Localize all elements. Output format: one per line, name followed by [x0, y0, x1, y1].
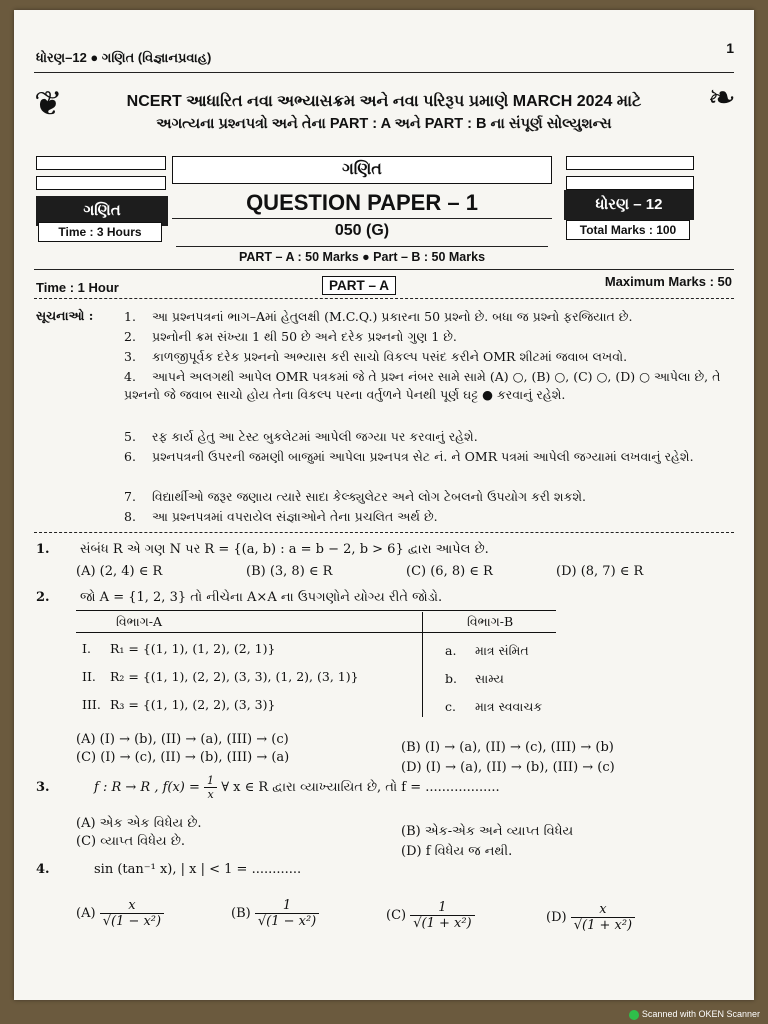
paper-code: 050 (G) [334, 222, 390, 239]
part-a-label: PART – A [322, 276, 396, 295]
option-b: (B) (I) → (a), (II) → (c), (III) → (b) [401, 740, 614, 755]
option-c: (C) (I) → (c), (II) → (b), (III) → (a) [76, 750, 290, 765]
instruction-item: 5. રફ કાર્ય હેતુ આ ટેસ્ટ બુકલેટમાં આપેલી જગ્યા પર કરવાનું રહેશે. [124, 429, 478, 444]
question-paper-page [14, 10, 754, 1000]
option-b: (B) $\frac{1}{\text{√(1 − x²)}}$ [231, 898, 319, 929]
parts-rule [176, 246, 548, 247]
question-3 [36, 774, 736, 859]
option-d: (D) (I) → (a), (II) → (b), (III) → (c) [401, 760, 615, 775]
table-top-rule [76, 610, 556, 611]
option-a: (A) (I) → (b), (II) → (a), (III) → (c) [76, 732, 289, 747]
instruction-item: 7. વિદ્યાર્થીઓ જરૂર જણાય ત્યારે સાદા કેલ્ક્યુલેટર અને લોગ ટેબલનો ઉપયોગ કરી શકશે. [124, 489, 587, 504]
table-row: II. R₂ = {(1, 1), (2, 2), (3, 3), (1, 2), (3, 1)} b. સામ્ય [76, 661, 556, 689]
question-4 [36, 862, 736, 952]
total-marks-label: Total Marks : 100 [566, 220, 690, 240]
part-a-time: Time : 1 Hour [36, 280, 119, 295]
instruction-item: 2. પ્રશ્નોની ક્રમ સંખ્યા 1 થી 50 છે અને દરેક પ્રશ્નનો ગુણ 1 છે. [124, 329, 457, 344]
option-a: (A) (2, 4) ∈ R [76, 564, 163, 579]
question-number: 4. [36, 862, 50, 877]
fraction: $\frac{1}{x}$ [204, 774, 217, 801]
match-table [76, 612, 556, 717]
page-header-subject: ધોરણ–12 ● ગણિત (વિજ્ઞાનપ્રવાહ) [36, 50, 212, 65]
paper-title: QUESTION PAPER – 1 [246, 190, 478, 215]
fraction: $\frac{x}{\text{√(1 − x²)}}$ [100, 898, 164, 929]
option-c: (C) (6, 8) ∈ R [406, 564, 493, 579]
instruction-item: 1. આ પ્રશ્નપત્રનાં ભાગ–Aમાં હેતુલક્ષી (M.C.Q.) પ્રકારના 50 પ્રશ્નો છે. બધા જ પ્રશ્નો ફરજિયાત છે. [124, 309, 633, 324]
question-number: 1. [36, 542, 50, 557]
question-number: 2. [36, 590, 50, 605]
right-ornament-icon: ❧ [707, 78, 736, 118]
question-text: sin (tan⁻¹ x), | x | < 1 = ............ [94, 862, 302, 877]
left-ornament-icon: ❦ [34, 84, 63, 124]
option-a: (A) એક એક વિધેય છે. [76, 816, 202, 831]
banner [74, 90, 694, 136]
fraction: $\frac{1}{\text{√(1 + x²)}}$ [410, 900, 474, 931]
option-d: (D) $\frac{x}{\text{√(1 + x²)}}$ [546, 902, 635, 933]
question-text: f : R → R , f(x) = $\frac{1}{x}$ ∀ x ∈ R દ્વારા વ્યાખ્યાયિત છે, તો f = .................. [94, 774, 500, 801]
scanner-watermark: Scanned with OKEN Scanner [629, 1009, 760, 1020]
dashed-rule [34, 298, 734, 299]
standard-label: ધોરણ – 12 [564, 190, 694, 220]
center-rule [172, 218, 552, 219]
instruction-item: 6. પ્રશ્નપત્રની ઉપરની જમણી બાજુમાં આપેલા પ્રશ્નપત્ર સેટ નં. ને OMR પત્રમાં આપેલી જગ્યામાં લખવાનું રહેશે. [124, 449, 694, 464]
banner-line-2: અગત્યના પ્રશ્નપત્રો અને તેના PART : A અને PART : B ના સંપૂર્ણ સોલ્યુશન્સ [156, 116, 612, 132]
decor-box [566, 176, 694, 190]
instructions-label: સૂચનાઓ : [36, 308, 94, 323]
option-d: (D) (8, 7) ∈ R [556, 564, 644, 579]
question-number: 3. [36, 780, 50, 795]
part-a-max-marks: Maximum Marks : 50 [604, 274, 732, 289]
column-header-a: વિભાગ-A [76, 612, 423, 633]
banner-line-1: NCERT આધારિત નવા અભ્યાસક્રમ અને નવા પરિરૂપ પ્રમાણે MARCH 2024 માટે [126, 93, 642, 110]
instruction-item: 8. આ પ્રશ્નપત્રમાં વપરાયેલ સંજ્ઞાઓને તેના પ્રચલિત અર્થ છે. [124, 509, 438, 524]
decor-box [566, 156, 694, 170]
option-c: (C) વ્યાપ્ત વિધેય છે. [76, 834, 186, 849]
subject-title-center: ગણિત [172, 156, 552, 184]
subject-label-left: ગણિત [36, 196, 168, 226]
time-label: Time : 3 Hours [38, 222, 162, 242]
instruction-item: 4. આપને અલગથી આપેલ OMR પત્રકમાં જે તે પ્રશ્ન નંબર સામે સામે (A) ○, (B) ○, (C) ○, (D) ○ આપેલા છે, તે પ્રશ્નનો જે જવાબ સાચો હોય તેના વિકલ્પ પરના વર્તુળને પેનથી પૂર્ણ ઘટ્ટ ● કરવાનું રહેશે. [124, 369, 721, 402]
option-c: (C) $\frac{1}{\text{√(1 + x²)}}$ [386, 900, 475, 931]
section-rule [34, 269, 734, 270]
table-row: III. R₃ = {(1, 1), (2, 2), (3, 3)} c. માત્ર સ્વવાચક [76, 689, 556, 717]
option-b: (B) (3, 8) ∈ R [246, 564, 333, 579]
question-text: જો A = {1, 2, 3} તો નીચેના A×A ના ઉપગણોને યોગ્ય રીતે જોડો. [80, 590, 443, 605]
parts-marks-line: PART – A : 50 Marks ● Part – B : 50 Marks [238, 250, 486, 264]
dashed-rule [34, 532, 734, 533]
header-rule [34, 72, 734, 73]
column-header-b: વિભાગ-B [467, 614, 514, 629]
question-1 [36, 542, 736, 582]
page-number: 1 [726, 40, 734, 56]
option-b: (B) એક-એક અને વ્યાપ્ત વિધેય [401, 824, 574, 839]
question-text: સંબંધ R એ ગણ N પર R = {(a, b) : a = b − 2, b > 6} દ્વારા આપેલ છે. [80, 542, 489, 557]
table-row: I. R₁ = {(1, 1), (1, 2), (2, 1)} a. માત્ર સંમિત [76, 633, 556, 662]
option-a: (A) $\frac{x}{\text{√(1 − x²)}}$ [76, 898, 164, 929]
option-d: (D) f વિધેય જ નથી. [401, 844, 513, 859]
fraction: $\frac{x}{\text{√(1 + x²)}}$ [571, 902, 635, 933]
question-2 [36, 590, 736, 775]
decor-box [36, 176, 166, 190]
fraction: $\frac{1}{\text{√(1 − x²)}}$ [255, 898, 319, 929]
decor-box [36, 156, 166, 170]
instruction-item: 3. કાળજીપૂર્વક દરેક પ્રશ્નનો અભ્યાસ કરી સાચો વિકલ્પ પસંદ કરીને OMR શીટમાં જવાબ લખવો. [124, 349, 628, 364]
scanner-logo-icon [629, 1010, 639, 1020]
